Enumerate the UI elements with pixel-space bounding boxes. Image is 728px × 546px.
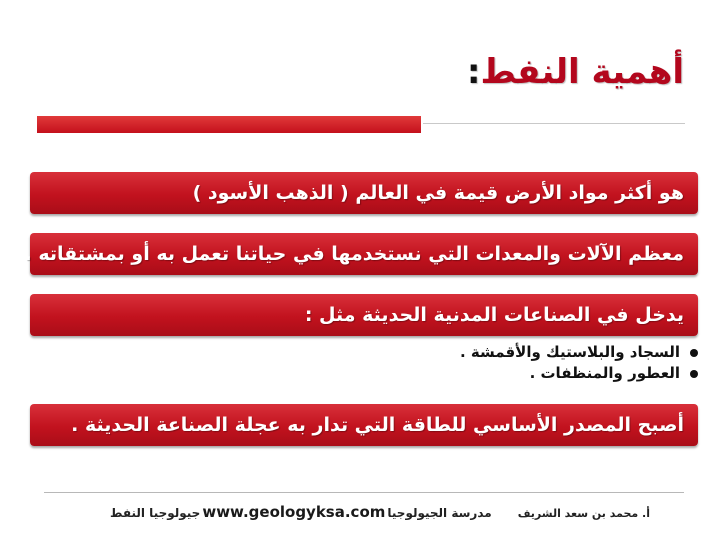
list-item: [460, 363, 698, 384]
title-rule-gray: [423, 123, 685, 124]
title-text: أهمية النفط: [480, 52, 684, 92]
point-band-4: [30, 404, 698, 446]
footer-school: مدرسة الجيولوجيا: [387, 506, 492, 520]
title-rule-red: [37, 116, 421, 133]
point-text-3: يدخل في الصناعات المدنية الحديثة مثل :: [304, 304, 684, 326]
title-colon: :: [466, 52, 481, 92]
footer-divider: [44, 492, 684, 493]
list-item: [460, 342, 698, 363]
footer-url[interactable]: www.geologyksa.com: [202, 503, 386, 521]
footer-author: أ. محمد بن سعد الشريف: [517, 507, 650, 520]
point-band-1: [30, 172, 698, 214]
point-text-2: معظم الآلات والمعدات التي نستخدمها في حياتنا تعمل به أو بمشتقاته .: [24, 243, 684, 265]
bullet-dot-icon: [690, 349, 698, 357]
slide-title: [467, 52, 684, 92]
bullet-text-2: العطور والمنظفات .: [529, 364, 680, 382]
point-text-4: أصبح المصدر الأساسي للطاقة التي تدار به عجلة الصناعة الحديثة .: [71, 414, 684, 436]
slide-footer: [110, 503, 650, 527]
bullet-dot-icon: [690, 370, 698, 378]
point-band-2: [24, 233, 698, 275]
industry-bullet-list: [460, 342, 698, 384]
point-band-3: [30, 294, 698, 336]
footer-site: [110, 503, 492, 521]
point-text-1: هو أكثر مواد الأرض قيمة في العالم ( الذهب الأسود ): [192, 182, 684, 204]
footer-brand: جيولوجيا النفط: [110, 506, 201, 520]
bullet-text-1: السجاد والبلاستيك والأقمشة .: [460, 343, 680, 361]
